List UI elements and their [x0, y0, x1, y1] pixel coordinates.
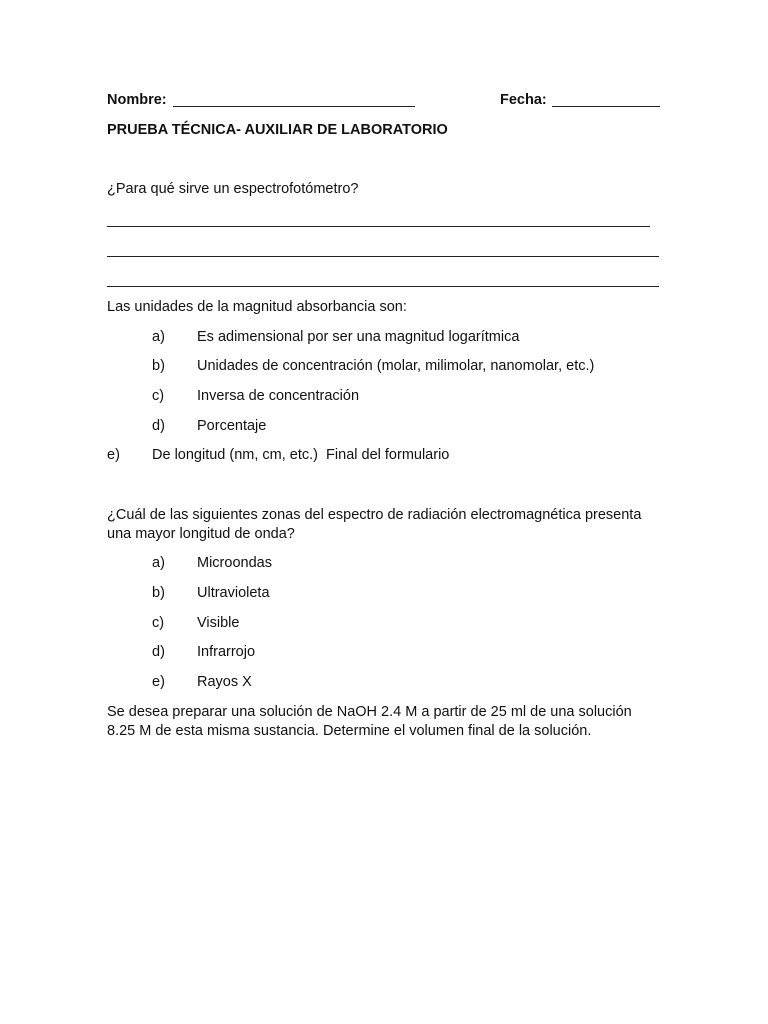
- answer-line-2: [107, 256, 659, 257]
- answer-line-1: [107, 226, 650, 227]
- q3-option-d-letter: d): [152, 644, 165, 660]
- q3-option-d-text: Infrarrojo: [197, 644, 256, 660]
- q2-option-c-letter: c): [152, 388, 165, 404]
- q2-option-b-letter: b): [152, 358, 165, 374]
- q2-option-d-text: Porcentaje: [197, 418, 267, 434]
- q3-option-c-letter: c): [152, 615, 165, 631]
- date-blank-line: [552, 106, 660, 107]
- question-3-line-2: una mayor longitud de onda?: [107, 526, 295, 542]
- q3-option-a-letter: a): [152, 555, 165, 571]
- q2-option-e-letter: e): [107, 447, 120, 463]
- date-label: Fecha:: [500, 92, 547, 108]
- question-4-line-1: Se desea preparar una solución de NaOH 2.4 M a partir de 25 ml de una solución: [107, 704, 632, 720]
- q2-option-a-letter: a): [152, 329, 165, 345]
- q3-option-e-letter: e): [152, 674, 165, 690]
- question-4-line-2: 8.25 M de esta misma sustancia. Determine el volumen final de la solución.: [107, 723, 592, 739]
- q2-option-a-text: Es adimensional por ser una magnitud logarítmica: [197, 329, 520, 345]
- document-title: PRUEBA TÉCNICA- AUXILIAR DE LABORATORIO: [107, 122, 448, 138]
- question-3-line-1: ¿Cuál de las siguientes zonas del espectro de radiación electromagnética presenta: [107, 507, 642, 523]
- q3-option-b-text: Ultravioleta: [197, 585, 270, 601]
- q2-option-b-text: Unidades de concentración (molar, milimolar, nanomolar, etc.): [197, 358, 595, 374]
- q2-option-c-text: Inversa de concentración: [197, 388, 360, 404]
- name-blank-line: [173, 106, 415, 107]
- question-2: Las unidades de la magnitud absorbancia son:: [107, 299, 407, 315]
- answer-line-3: [107, 286, 659, 287]
- name-label: Nombre:: [107, 92, 167, 108]
- q3-option-e-text: Rayos X: [197, 674, 252, 690]
- q2-option-d-letter: d): [152, 418, 165, 434]
- q3-option-a-text: Microondas: [197, 555, 272, 571]
- q2-option-e-text: De longitud (nm, cm, etc.) Final del formulario: [152, 447, 450, 463]
- q3-option-c-text: Visible: [197, 615, 240, 631]
- question-1: ¿Para qué sirve un espectrofotómetro?: [107, 181, 359, 197]
- q3-option-b-letter: b): [152, 585, 165, 601]
